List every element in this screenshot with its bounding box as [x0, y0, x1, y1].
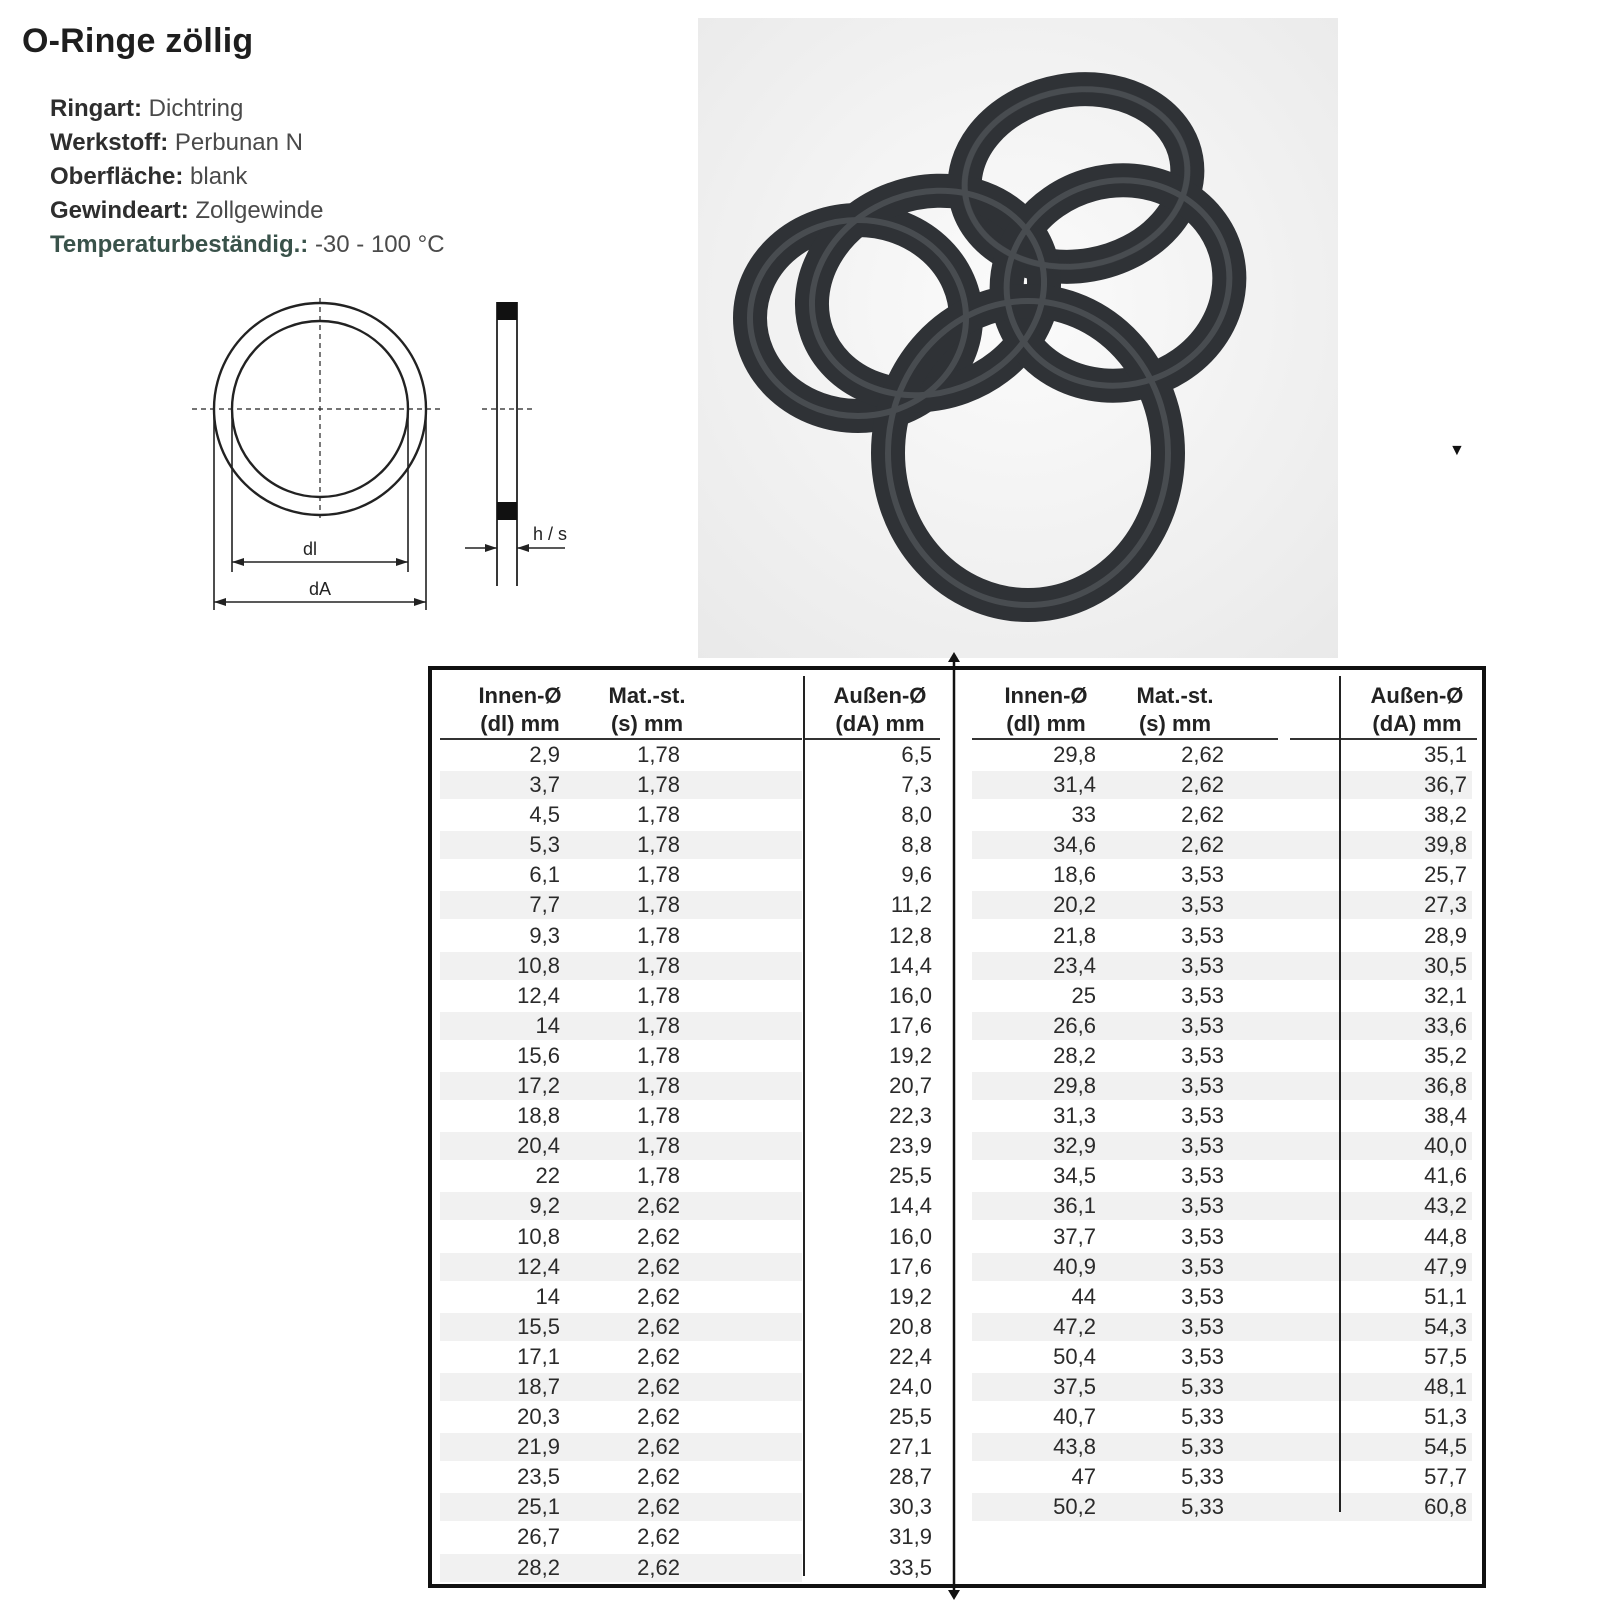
cell-cross-section: 3,53	[1181, 1253, 1224, 1279]
cell-inner-diameter: 18,7	[517, 1373, 560, 1399]
table-row	[440, 1222, 940, 1252]
cell-cross-section: 3,53	[1181, 1283, 1224, 1309]
cell-outer-diameter: 9,6	[901, 862, 932, 888]
cell-outer-diameter: 17,6	[889, 1012, 932, 1038]
cell-inner-diameter: 29,8	[1053, 1073, 1096, 1099]
cell-outer-diameter: 41,6	[1424, 1163, 1467, 1189]
cell-inner-diameter: 2,9	[529, 742, 560, 767]
inner-diameter-label: dl	[302, 539, 318, 559]
table-row	[440, 1492, 940, 1522]
table-row	[972, 1252, 1477, 1282]
outer-diameter-label: dA	[308, 579, 332, 599]
cell-inner-diameter: 18,8	[517, 1103, 560, 1129]
header-line: Außen-Ø	[1370, 683, 1464, 708]
cell-cross-section: 1,78	[637, 892, 680, 918]
cell-inner-diameter: 14	[535, 1012, 560, 1038]
cell-cross-section: 3,53	[1181, 1073, 1224, 1099]
property-key: Ringart:	[50, 95, 142, 122]
header-inner-diameter	[986, 682, 1106, 738]
cell-cross-section: 3,53	[1181, 1223, 1224, 1249]
cell-outer-diameter: 36,8	[1424, 1073, 1467, 1099]
cell-cross-section: 5,33	[1181, 1464, 1224, 1490]
cell-cross-section: 2,62	[637, 1223, 680, 1249]
cell-outer-diameter: 19,2	[889, 1042, 932, 1068]
cell-cross-section: 2,62	[637, 1253, 680, 1279]
table-row	[972, 830, 1477, 860]
cell-cross-section: 1,78	[637, 1042, 680, 1068]
property-ringart	[50, 92, 445, 126]
table-row	[972, 1222, 1477, 1252]
cell-inner-diameter: 7,7	[529, 892, 560, 918]
o-ring-product-photo	[698, 18, 1338, 658]
table-row	[440, 1342, 940, 1372]
table-row	[440, 800, 940, 830]
cell-outer-diameter: 12,8	[889, 922, 932, 948]
cell-outer-diameter: 27,1	[889, 1434, 932, 1460]
cell-cross-section: 5,33	[1181, 1404, 1224, 1430]
cell-outer-diameter: 38,2	[1424, 802, 1467, 828]
table-row	[440, 1041, 940, 1071]
cell-inner-diameter: 21,8	[1053, 922, 1096, 948]
cell-outer-diameter: 43,2	[1424, 1193, 1467, 1219]
cell-outer-diameter: 51,3	[1424, 1404, 1467, 1430]
table-row	[972, 860, 1477, 890]
property-werkstoff	[50, 126, 445, 160]
cell-outer-diameter: 54,5	[1424, 1434, 1467, 1460]
cell-outer-diameter: 14,4	[889, 1193, 932, 1219]
cell-cross-section: 1,78	[637, 862, 680, 888]
cell-outer-diameter: 32,1	[1424, 982, 1467, 1008]
table-row	[440, 1522, 940, 1552]
cell-inner-diameter: 17,2	[517, 1073, 560, 1099]
table-row	[972, 1342, 1477, 1372]
cell-cross-section: 3,53	[1181, 892, 1224, 918]
table-row	[972, 981, 1477, 1011]
header-line: (dA) mm	[835, 711, 925, 736]
cell-cross-section: 3,53	[1181, 1313, 1224, 1339]
cell-inner-diameter: 14	[535, 1283, 560, 1309]
dropdown-caret-icon[interactable]: ▼	[1449, 442, 1465, 459]
cell-cross-section: 1,78	[637, 832, 680, 858]
table-row	[440, 1191, 940, 1221]
cell-inner-diameter: 31,3	[1053, 1103, 1096, 1129]
cell-cross-section: 3,53	[1181, 1163, 1224, 1189]
table-row	[440, 1372, 940, 1402]
table-row	[972, 1191, 1477, 1221]
table-row	[972, 1282, 1477, 1312]
cell-inner-diameter: 29,8	[1053, 742, 1096, 767]
header-line: Außen-Ø	[833, 683, 927, 708]
cell-cross-section: 2,62	[637, 1343, 680, 1369]
table-row	[972, 1372, 1477, 1402]
table-row	[972, 1011, 1477, 1041]
cell-cross-section: 2,62	[637, 1464, 680, 1490]
property-oberflaeche	[50, 160, 445, 194]
table-row	[440, 830, 940, 860]
cell-cross-section: 3,53	[1181, 982, 1224, 1008]
cell-inner-diameter: 18,6	[1053, 862, 1096, 888]
cell-outer-diameter: 25,5	[889, 1404, 932, 1430]
cell-cross-section: 2,62	[637, 1193, 680, 1219]
header-inner-diameter	[460, 682, 580, 738]
table-row	[440, 1161, 940, 1191]
table-row	[972, 951, 1477, 981]
cell-cross-section: 3,53	[1181, 1103, 1224, 1129]
header-outer-diameter	[820, 682, 940, 738]
cell-outer-diameter: 8,8	[901, 832, 932, 858]
page-title: O-Ringe zöllig	[22, 22, 254, 60]
cell-cross-section: 1,78	[637, 922, 680, 948]
cell-inner-diameter: 12,4	[517, 1253, 560, 1279]
cell-inner-diameter: 17,1	[517, 1343, 560, 1369]
cell-inner-diameter: 50,2	[1053, 1494, 1096, 1520]
cell-inner-diameter: 25	[1071, 982, 1096, 1008]
cell-inner-diameter: 37,5	[1053, 1373, 1096, 1399]
property-key: Oberfläche:	[50, 163, 184, 190]
cell-outer-diameter: 25,5	[889, 1163, 932, 1189]
cell-inner-diameter: 12,4	[517, 982, 560, 1008]
cell-outer-diameter: 17,6	[889, 1253, 932, 1279]
table-row	[972, 1101, 1477, 1131]
cell-inner-diameter: 25,1	[517, 1494, 560, 1520]
table-row	[972, 1462, 1477, 1492]
table-row	[972, 921, 1477, 951]
table-row	[440, 951, 940, 981]
table-row	[972, 770, 1477, 800]
cell-inner-diameter: 47,2	[1053, 1313, 1096, 1339]
table-row	[440, 1282, 940, 1312]
table-row	[972, 1492, 1477, 1522]
header-cross-section	[592, 682, 702, 738]
cell-outer-diameter: 33,5	[889, 1554, 932, 1580]
cell-inner-diameter: 4,5	[529, 802, 560, 828]
property-gewindeart	[50, 194, 445, 228]
cell-outer-diameter: 19,2	[889, 1283, 932, 1309]
cell-inner-diameter: 43,8	[1053, 1434, 1096, 1460]
cell-inner-diameter: 34,5	[1053, 1163, 1096, 1189]
size-table-left	[440, 674, 940, 1583]
cell-outer-diameter: 24,0	[889, 1373, 932, 1399]
table-row	[440, 1011, 940, 1041]
cell-inner-diameter: 31,4	[1053, 772, 1096, 798]
cell-outer-diameter: 51,1	[1424, 1283, 1467, 1309]
table-row	[972, 890, 1477, 920]
table-row	[440, 1071, 940, 1101]
cell-inner-diameter: 26,7	[517, 1524, 560, 1550]
cell-inner-diameter: 47	[1071, 1464, 1096, 1490]
cell-outer-diameter: 22,3	[889, 1103, 932, 1129]
cell-outer-diameter: 44,8	[1424, 1223, 1467, 1249]
property-key: Temperaturbeständig.:	[50, 231, 309, 258]
cell-inner-diameter: 40,7	[1053, 1404, 1096, 1430]
table-row	[972, 1071, 1477, 1101]
cell-outer-diameter: 11,2	[890, 892, 932, 918]
cell-cross-section: 1,78	[637, 1012, 680, 1038]
cell-outer-diameter: 20,7	[889, 1073, 932, 1099]
header-line: (s) mm	[1138, 711, 1212, 736]
cell-cross-section: 3,53	[1181, 952, 1224, 978]
cell-inner-diameter: 50,4	[1053, 1343, 1096, 1369]
cell-outer-diameter: 28,9	[1424, 922, 1467, 948]
cell-cross-section: 2,62	[637, 1313, 680, 1339]
cell-inner-diameter: 23,4	[1053, 952, 1096, 978]
cell-inner-diameter: 6,1	[529, 862, 560, 888]
table-row	[440, 890, 940, 920]
table-row	[440, 981, 940, 1011]
table-row	[440, 1252, 940, 1282]
table-row	[440, 860, 940, 890]
cell-inner-diameter: 3,7	[529, 772, 560, 798]
cell-inner-diameter: 9,2	[529, 1193, 560, 1219]
header-line: Mat.-st.	[608, 683, 686, 708]
cell-outer-diameter: 25,7	[1424, 862, 1467, 888]
cell-outer-diameter: 33,6	[1424, 1012, 1467, 1038]
cell-cross-section: 5,33	[1181, 1373, 1224, 1399]
cell-outer-diameter: 40,0	[1424, 1133, 1467, 1159]
cell-outer-diameter: 57,5	[1424, 1343, 1467, 1369]
table-body	[972, 740, 1477, 1522]
cell-outer-diameter: 39,8	[1424, 832, 1467, 858]
cell-outer-diameter: 35,2	[1424, 1042, 1467, 1068]
cell-outer-diameter: 20,8	[889, 1313, 932, 1339]
table-header	[440, 674, 940, 740]
cell-inner-diameter: 21,9	[517, 1434, 560, 1460]
cell-outer-diameter: 48,1	[1424, 1373, 1467, 1399]
cell-cross-section: 1,78	[637, 742, 680, 767]
header-outer-diameter	[1357, 682, 1477, 738]
cell-cross-section: 5,33	[1181, 1494, 1224, 1520]
table-row	[972, 740, 1477, 770]
o-ring-technical-drawing	[180, 290, 580, 630]
cell-inner-diameter: 5,3	[529, 832, 560, 858]
cell-outer-diameter: 30,5	[1424, 952, 1467, 978]
table-row	[440, 770, 940, 800]
cell-cross-section: 2,62	[637, 1494, 680, 1520]
cell-cross-section: 2,62	[637, 1434, 680, 1460]
cell-cross-section: 2,62	[637, 1404, 680, 1430]
table-row	[440, 1131, 940, 1161]
cell-inner-diameter: 34,6	[1053, 832, 1096, 858]
cell-outer-diameter: 38,4	[1424, 1103, 1467, 1129]
cell-outer-diameter: 35,1	[1424, 742, 1467, 767]
cell-cross-section: 3,53	[1181, 1343, 1224, 1369]
cell-outer-diameter: 8,0	[901, 802, 932, 828]
cell-outer-diameter: 60,8	[1424, 1494, 1467, 1520]
cell-inner-diameter: 20,3	[517, 1404, 560, 1430]
cell-inner-diameter: 9,3	[529, 922, 560, 948]
header-line: Mat.-st.	[1136, 683, 1214, 708]
property-key: Werkstoff:	[50, 129, 169, 156]
table-header	[972, 674, 1477, 740]
cell-cross-section: 2,62	[637, 1373, 680, 1399]
property-value: Zollgewinde	[195, 197, 324, 224]
property-value: Dichtring	[148, 95, 244, 122]
cell-outer-diameter: 57,7	[1424, 1464, 1467, 1490]
cell-cross-section: 1,78	[637, 952, 680, 978]
property-key: Gewindeart:	[50, 197, 189, 224]
cell-cross-section: 3,53	[1181, 922, 1224, 948]
cell-outer-diameter: 7,3	[901, 772, 932, 798]
table-row	[972, 1041, 1477, 1071]
cross-section-label: h / s	[532, 524, 568, 544]
cell-cross-section: 2,62	[1181, 742, 1224, 767]
cell-outer-diameter: 54,3	[1424, 1313, 1467, 1339]
cell-outer-diameter: 47,9	[1424, 1253, 1467, 1279]
cell-inner-diameter: 37,7	[1053, 1223, 1096, 1249]
cell-outer-diameter: 6,5	[901, 742, 932, 767]
cell-inner-diameter: 40,9	[1053, 1253, 1096, 1279]
cell-inner-diameter: 32,9	[1053, 1133, 1096, 1159]
cell-inner-diameter: 10,8	[517, 1223, 560, 1249]
cell-cross-section: 3,53	[1181, 1193, 1224, 1219]
cell-inner-diameter: 20,2	[1053, 892, 1096, 918]
cell-cross-section: 2,62	[637, 1554, 680, 1580]
property-value: -30 - 100 °C	[314, 231, 445, 258]
table-row	[440, 1462, 940, 1492]
cell-outer-diameter: 31,9	[889, 1524, 932, 1550]
property-temperatur	[50, 228, 445, 262]
cell-cross-section: 1,78	[637, 982, 680, 1008]
table-row	[440, 921, 940, 951]
cell-cross-section: 3,53	[1181, 862, 1224, 888]
cell-cross-section: 2,62	[637, 1524, 680, 1550]
cell-cross-section: 1,78	[637, 1133, 680, 1159]
size-table-right	[972, 674, 1477, 1522]
cell-inner-diameter: 10,8	[517, 952, 560, 978]
table-row	[440, 1312, 940, 1342]
cell-inner-diameter: 33	[1071, 802, 1096, 828]
cell-cross-section: 3,53	[1181, 1042, 1224, 1068]
property-value: Perbunan N	[174, 129, 303, 156]
header-line: (dl) mm	[480, 711, 560, 736]
header-line: (dl) mm	[1006, 711, 1086, 736]
property-value: blank	[190, 163, 248, 190]
cell-cross-section: 2,62	[1181, 802, 1224, 828]
cell-outer-diameter: 27,3	[1424, 892, 1467, 918]
header-cross-section	[1120, 682, 1230, 738]
cell-cross-section: 1,78	[637, 1073, 680, 1099]
cell-inner-diameter: 28,2	[517, 1554, 560, 1580]
cell-inner-diameter: 23,5	[517, 1464, 560, 1490]
cell-cross-section: 3,53	[1181, 1133, 1224, 1159]
cell-inner-diameter: 44	[1071, 1283, 1096, 1309]
cell-cross-section: 2,62	[1181, 832, 1224, 858]
table-row	[440, 1402, 940, 1432]
table-row	[440, 1432, 940, 1462]
table-divider-arrow	[946, 652, 962, 1600]
cell-outer-diameter: 28,7	[889, 1464, 932, 1490]
cell-outer-diameter: 16,0	[889, 1223, 932, 1249]
table-row	[440, 1553, 940, 1583]
table-row	[972, 1161, 1477, 1191]
cell-cross-section: 2,62	[637, 1283, 680, 1309]
table-row	[972, 1432, 1477, 1462]
cell-cross-section: 1,78	[637, 1103, 680, 1129]
cell-outer-diameter: 22,4	[889, 1343, 932, 1369]
cell-cross-section: 3,53	[1181, 1012, 1224, 1038]
property-list	[50, 92, 445, 262]
cell-outer-diameter: 16,0	[889, 982, 932, 1008]
cell-outer-diameter: 30,3	[889, 1494, 932, 1520]
cell-inner-diameter: 15,5	[517, 1313, 560, 1339]
table-row	[972, 1131, 1477, 1161]
header-line: Innen-Ø	[1004, 683, 1088, 708]
cell-cross-section: 2,62	[1181, 772, 1224, 798]
header-line: (dA) mm	[1372, 711, 1462, 736]
header-line: Innen-Ø	[478, 683, 562, 708]
table-row	[972, 1312, 1477, 1342]
table-row	[972, 800, 1477, 830]
header-line: (s) mm	[610, 711, 684, 736]
cell-outer-diameter: 23,9	[889, 1133, 932, 1159]
table-body	[440, 740, 940, 1583]
cell-inner-diameter: 26,6	[1053, 1012, 1096, 1038]
table-row	[972, 1402, 1477, 1432]
cell-outer-diameter: 36,7	[1424, 772, 1467, 798]
cell-outer-diameter: 14,4	[889, 952, 932, 978]
cell-cross-section: 1,78	[637, 772, 680, 798]
cell-cross-section: 1,78	[637, 802, 680, 828]
cell-inner-diameter: 22	[535, 1163, 560, 1189]
table-row	[440, 740, 940, 770]
cell-inner-diameter: 36,1	[1053, 1193, 1096, 1219]
cell-inner-diameter: 20,4	[517, 1133, 560, 1159]
table-row	[440, 1101, 940, 1131]
cell-inner-diameter: 15,6	[517, 1042, 560, 1068]
cell-cross-section: 1,78	[637, 1163, 680, 1189]
cell-inner-diameter: 28,2	[1053, 1042, 1096, 1068]
cell-cross-section: 5,33	[1181, 1434, 1224, 1460]
